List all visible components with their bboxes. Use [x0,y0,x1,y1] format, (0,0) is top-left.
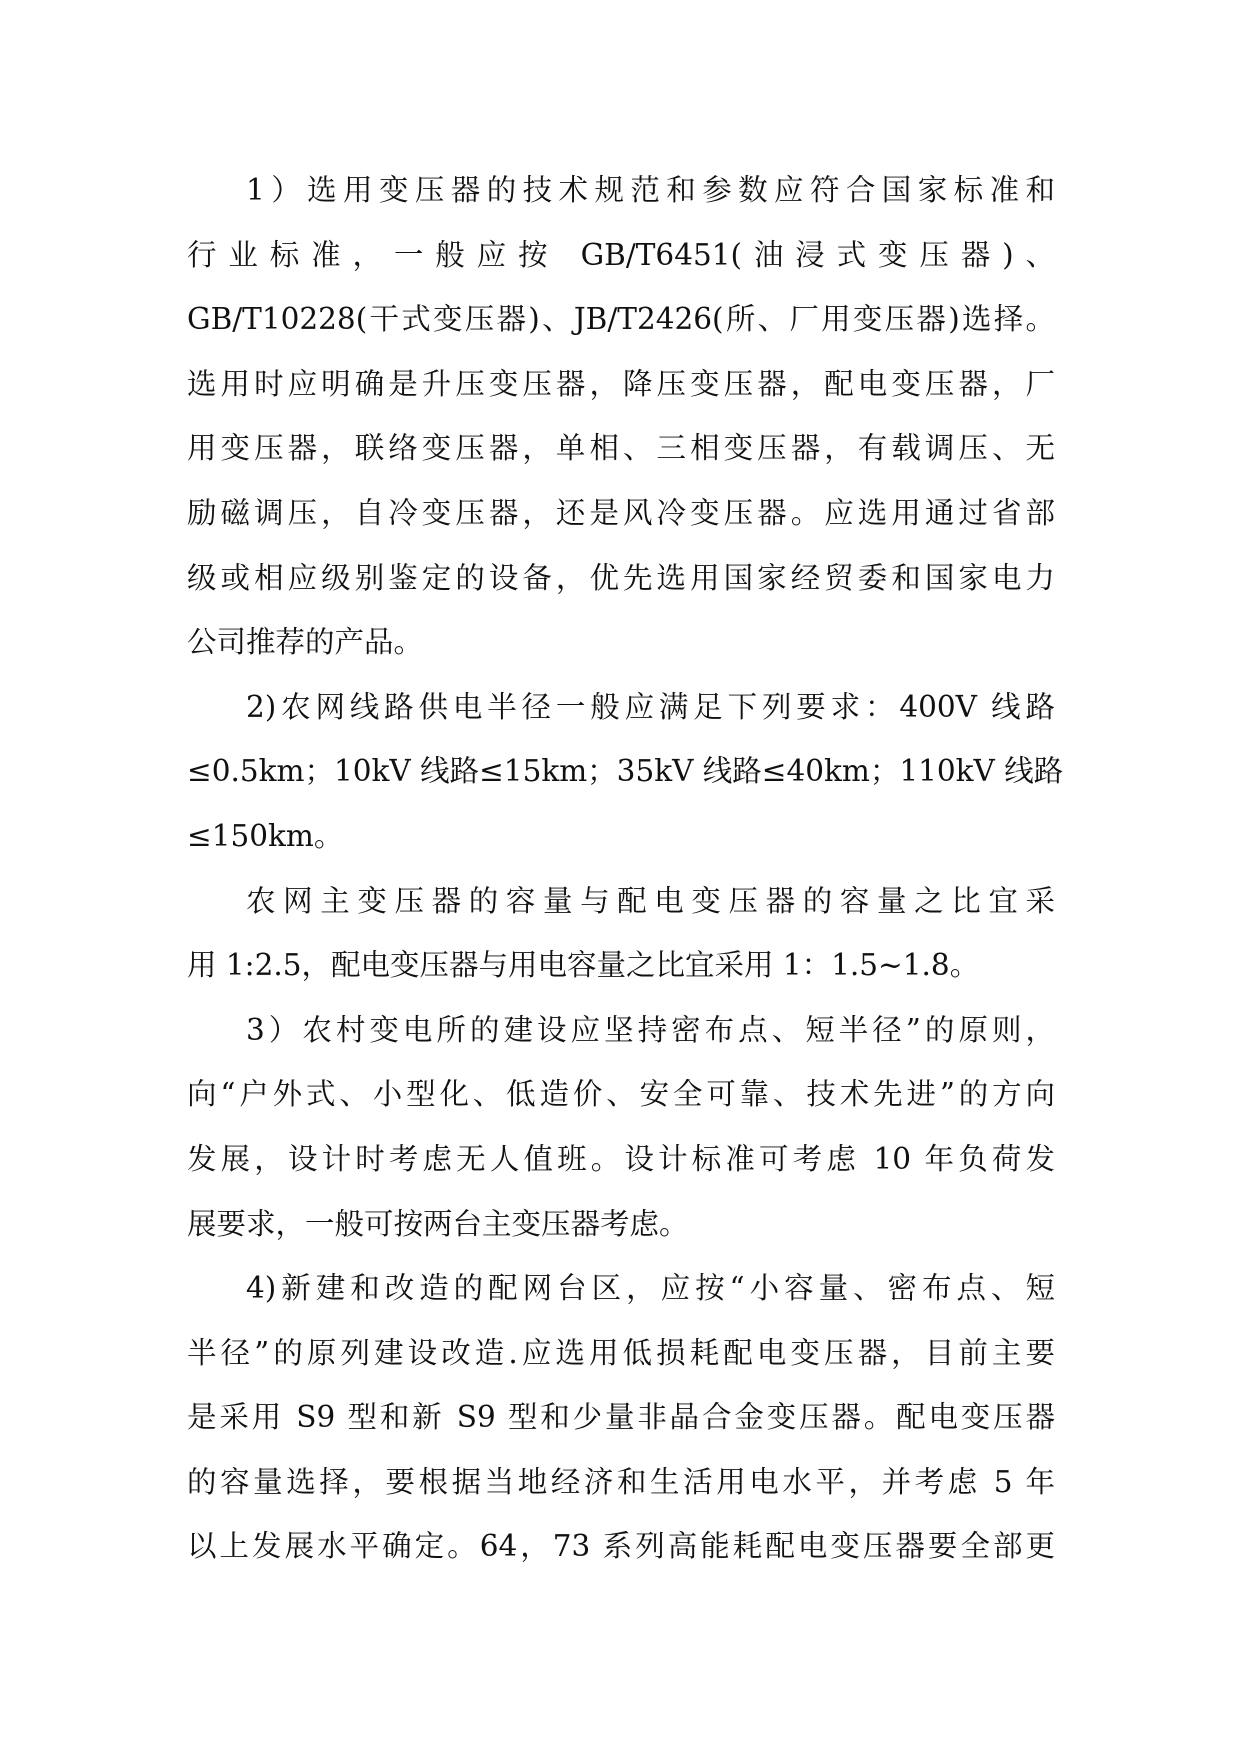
body-text [187,158,1064,1579]
paragraph-supply-radius [187,675,1064,869]
text-line: 半径”的原列建设改造.应选用低损耗配电变压器，目前主要 [187,1335,1055,1370]
text-line: 展要求，一般可按两台主变压器考虑。 [187,1206,689,1241]
text-line: 选用时应明确是升压变压器，降压变压器，配电变压器，厂 [187,366,1055,401]
text-line: 农网主变压器的容量与配电变压器的容量之比宜采 [246,883,1055,918]
text-line: 4)新建和改造的配网台区，应按“小容量、密布点、短 [246,1271,1055,1306]
text-line: 以上发展水平确定。64，73 系列高能耗配电变压器要全部更 [187,1529,1055,1564]
text-line: 是采用 S9 型和新 S9 型和少量非晶合金变压器。配电变压器 [187,1400,1055,1435]
text-line: 用 1:2.5，配电变压器与用电容量之比宜采用 1：1.5~1.8。 [187,948,980,983]
paragraph-rural-substation [187,998,1055,1256]
text-line: 用变压器，联络变压器，单相、三相变压器，有载调压、无 [187,431,1055,466]
text-line: 级或相应级别鉴定的设备，优先选用国家经贸委和国家电力 [187,560,1055,595]
text-line: ≤0.5km；10kV 线路≤15km；35kV 线路≤40km；110kV 线路 [187,754,1064,789]
paragraph-distribution-area [187,1256,1055,1579]
paragraph-transformer-selection [187,158,1055,675]
text-line: 1）选用变压器的技术规范和参数应符合国家标准和 [246,173,1055,207]
text-line: 公司推荐的产品。 [187,625,424,660]
text-line: 向“户外式、小型化、低造价、安全可靠、技术先进”的方向 [187,1077,1055,1112]
text-line: 发展，设计时考虑无人值班。设计标准可考虑 10 年负荷发 [187,1141,1055,1176]
text-line: 的容量选择，要根据当地经济和生活用电水平，并考虑 5 年 [187,1464,1055,1499]
text-line: 2)农网线路供电半径一般应满足下列要求：400V 线路 [246,689,1055,724]
paragraph-capacity-ratio [187,869,1055,998]
text-line: 3）农村变电所的建设应坚持密布点、短半径”的原则， [246,1012,1055,1047]
text-line: 行业标准，一般应按 GB/T6451(油浸式变压器)、 [187,237,1055,272]
text-line: GB/T10228(干式变压器)、JB/T2426(所、厂用变压器)选择。 [187,302,1055,337]
text-line: ≤150km。 [187,818,344,853]
text-line: 励磁调压，自冷变压器，还是风冷变压器。应选用通过省部 [187,495,1055,530]
